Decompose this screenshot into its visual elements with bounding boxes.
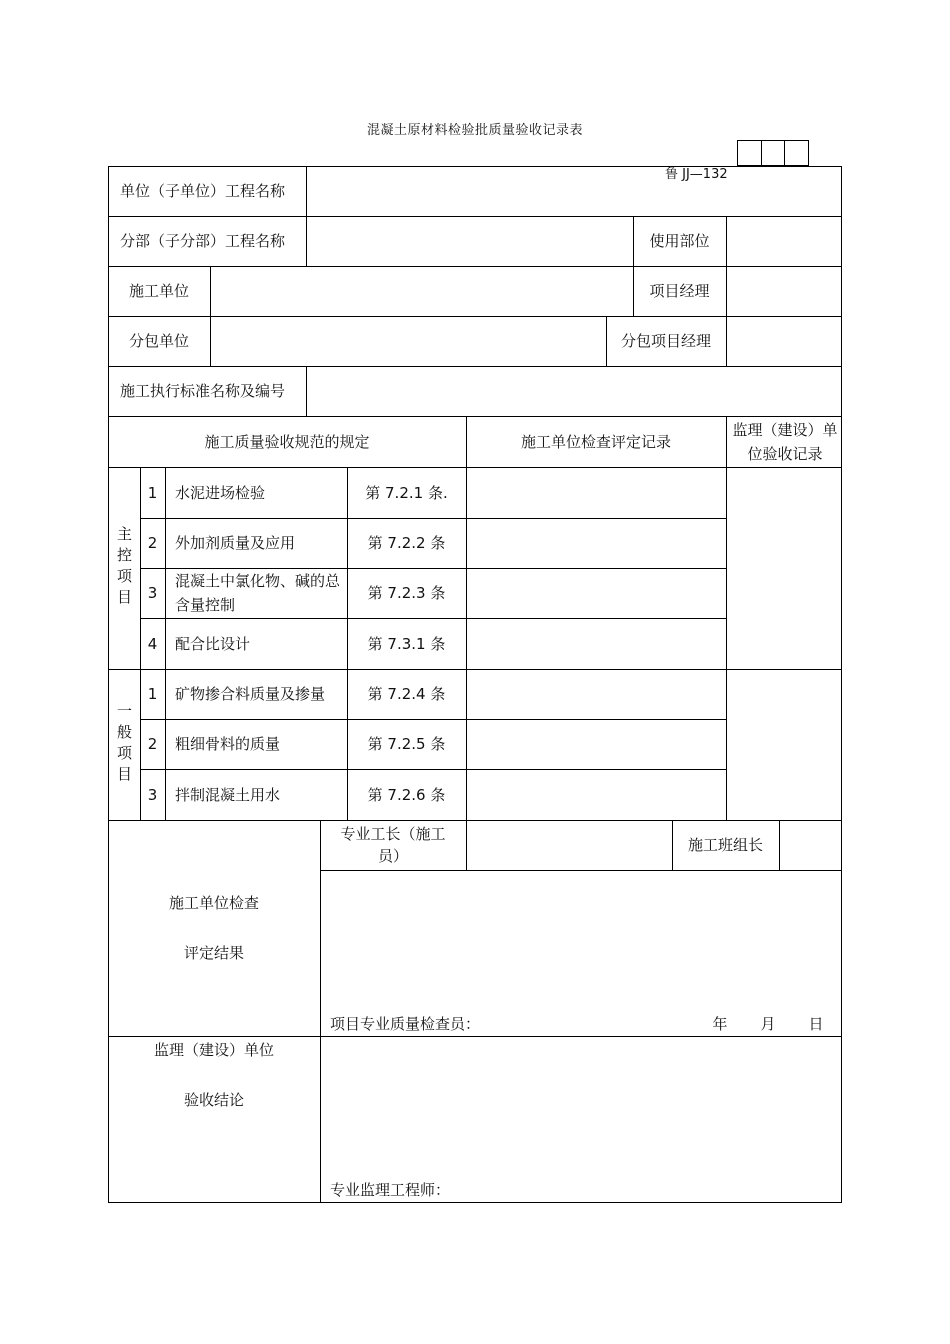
- subproject-label: 分部（子分部）工程名称: [120, 232, 286, 250]
- supervisor-conclusion-line1: 监理（建设）单位: [153, 1041, 274, 1059]
- main-item-name: 外加剂质量及应用: [175, 534, 296, 552]
- quality-inspector-label: 项目专业质量检查员：: [330, 1015, 481, 1033]
- main-item-clause: 第 7.2.3 条: [367, 584, 446, 602]
- general-item-no: 1: [147, 685, 158, 703]
- main-item-no: 4: [147, 634, 158, 653]
- general-item-name: 拌制混凝土用水: [175, 785, 281, 804]
- standard-label: 施工执行标准名称及编号: [120, 382, 286, 400]
- main-items-label: 主控项目: [115, 526, 133, 610]
- general-item-clause: 第 7.2.4 条: [367, 685, 446, 703]
- general-item-name: 粗细骨料的质量: [175, 735, 281, 753]
- code-boxes: [737, 140, 809, 166]
- contractor-record-header: 施工单位检查评定记录: [520, 432, 671, 451]
- check-result-line2: 评定结果: [183, 944, 244, 962]
- main-item-name: 配合比设计: [175, 634, 251, 653]
- sub-project-manager-label: 分包项目经理: [620, 332, 711, 350]
- year-label: 年: [712, 1015, 728, 1033]
- project-manager-label: 项目经理: [649, 282, 710, 300]
- month-label: 月: [760, 1015, 776, 1033]
- general-item-no: 2: [147, 735, 158, 753]
- check-result-line1: 施工单位检查: [168, 894, 259, 912]
- main-item-clause: 第 7.2.1 条.: [365, 483, 448, 502]
- general-items-label: 一般项目: [115, 702, 133, 787]
- supervisor-record-header: 监理（建设）单位验收记录: [732, 420, 838, 463]
- main-item-name: 混凝土中氯化物、碱的总含量控制: [175, 572, 341, 614]
- general-item-name: 矿物掺合料质量及掺量: [175, 685, 326, 703]
- use-location-label: 使用部位: [649, 232, 710, 250]
- main-item-no: 3: [147, 584, 158, 602]
- foreman-label: 专业工长（施工员）: [340, 825, 446, 865]
- main-item-clause: 第 7.2.2 条: [367, 534, 446, 552]
- main-item-name: 水泥进场检验: [175, 483, 266, 502]
- main-item-clause: 第 7.3.1 条: [367, 634, 446, 653]
- general-item-no: 3: [147, 785, 158, 804]
- main-item-no: 1: [147, 483, 158, 502]
- team-leader-label: 施工班组长: [687, 836, 763, 854]
- contractor-label: 施工单位: [128, 282, 189, 300]
- main-item-no: 2: [147, 534, 158, 552]
- project-name-label: 单位（子单位）工程名称: [120, 182, 286, 200]
- day-label: 日: [808, 1015, 824, 1033]
- form-code: 鲁 JJ—132: [665, 167, 728, 182]
- supervisor-engineer-label: 专业监理工程师：: [330, 1181, 451, 1199]
- page-title: 混凝土原材料检验批质量验收记录表: [366, 123, 583, 138]
- subcontractor-label: 分包单位: [128, 332, 189, 350]
- supervisor-conclusion-line2: 验收结论: [183, 1091, 244, 1109]
- general-item-clause: 第 7.2.5 条: [367, 735, 446, 753]
- spec-column-header: 施工质量验收规范的规定: [204, 432, 370, 451]
- general-item-clause: 第 7.2.6 条: [367, 785, 446, 804]
